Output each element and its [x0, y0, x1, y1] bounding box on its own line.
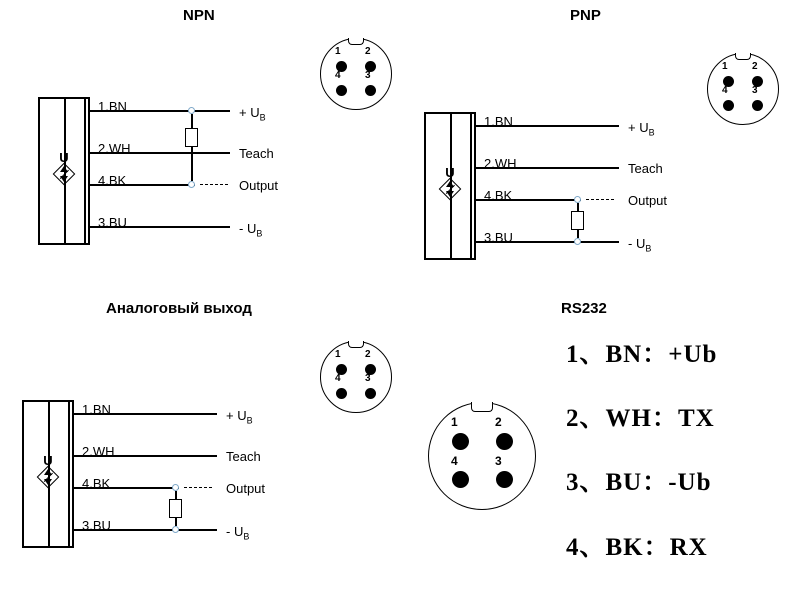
rs232-connector [428, 402, 536, 510]
pnp-pin-label-2: 2.WH [484, 156, 517, 171]
rs232-connector-pinnum-1: 1 [451, 415, 458, 429]
pnp-connector-pin-4 [723, 100, 734, 111]
npn-pin-label-1: 1.BN [98, 99, 127, 114]
analog-signal-label-3: - $U_B$ [226, 524, 250, 542]
pnp-connector-pinnum-4: 4 [722, 85, 728, 96]
npn-connector-pinnum-3: 3 [365, 70, 371, 81]
npn-pin-label-3: 3.BU [98, 215, 127, 230]
npn-signal-label-1: + $U_B$ [239, 105, 266, 123]
pnp-wire-4-dashed [586, 199, 614, 200]
rs232-legend-line-1: 1、BN：+Ub [566, 341, 718, 368]
pnp-pin-label-1: 1.BN [484, 114, 513, 129]
rs232-connector-pinnum-4: 4 [451, 454, 458, 468]
pnp-node-bottom [574, 238, 581, 245]
npn-pin-label-4: 4.BK [98, 173, 127, 188]
pnp-node-top [574, 196, 581, 203]
npn-node-top [188, 107, 195, 114]
analog-connector [320, 341, 392, 413]
pnp-resistor [571, 211, 584, 230]
pnp-connector-pin-3 [752, 100, 763, 111]
npn-pin-label-2: 2.WH [98, 141, 131, 156]
rs232-connector-notch-icon [471, 402, 493, 412]
rs232-legend-line-4: 4、BK：RX [566, 534, 708, 561]
rs232-legend-line-2: 2、WH：TX [566, 405, 715, 432]
analog-resistor [169, 499, 182, 518]
analog-connector-pinnum-3: 3 [365, 373, 371, 384]
analog-node-bottom [172, 526, 179, 533]
npn-branch-top [191, 114, 193, 128]
pnp-arrow-up-icon [446, 181, 454, 187]
pnp-connector-pinnum-2: 2 [752, 61, 758, 72]
analog-pin-label-3: 3.BU [82, 518, 111, 533]
npn-connector-pinnum-4: 4 [335, 70, 341, 81]
npn-signal-label-2: Teach [239, 146, 274, 161]
analog-pin-label-1: 1.BN [82, 402, 111, 417]
rs232-legend-line-3: 3、BU：-Ub [566, 469, 712, 496]
analog-connector-pin-3 [365, 388, 376, 399]
analog-signal-label-1: + $U_B$ [226, 408, 253, 426]
npn-node-bottom [188, 181, 195, 188]
analog-branch-bottom [175, 518, 177, 526]
rs232-connector-pin-1 [452, 433, 469, 450]
analog-pin-label-2: 2.WH [82, 444, 115, 459]
npn-signal-label-3: - $U_B$ [239, 221, 263, 239]
analog-connector-pinnum-1: 1 [335, 349, 341, 360]
pnp-signal-label-2: Teach [628, 161, 663, 176]
npn-connector-pin-4 [336, 85, 347, 96]
rs232-connector-pinnum-2: 2 [495, 415, 502, 429]
pnp-connector-notch-icon [735, 53, 751, 60]
analog-connector-pinnum-4: 4 [335, 373, 341, 384]
npn-title: NPN [183, 7, 215, 24]
analog-connector-notch-icon [348, 341, 364, 348]
npn-connector-notch-icon [348, 38, 364, 45]
analog-pin-label-4: 4.BK [82, 476, 111, 491]
pnp-branch-top [577, 203, 579, 211]
pnp-arrow-down-icon [446, 191, 454, 197]
pnp-signal-label-3: - $U_B$ [628, 236, 652, 254]
analog-sensor-u-label: U [43, 453, 53, 468]
pnp-connector-pinnum-3: 3 [752, 85, 758, 96]
pnp-connector-pinnum-1: 1 [722, 61, 728, 72]
npn-sensor-u-label: U [59, 150, 69, 165]
pnp-pin-label-3: 3.BU [484, 230, 513, 245]
analog-signal-label-2: Teach [226, 449, 261, 464]
pnp-title: PNP [570, 7, 601, 24]
npn-resistor [185, 128, 198, 147]
analog-wire-4-dashed [184, 487, 212, 488]
analog-connector-pin-4 [336, 388, 347, 399]
analog-branch-top [175, 491, 177, 499]
analog-arrow-down-icon [44, 479, 52, 485]
npn-wire-4-dashed [200, 184, 228, 185]
npn-arrow-down-icon [60, 176, 68, 182]
npn-connector-pinnum-1: 1 [335, 46, 341, 57]
npn-branch-bottom [191, 147, 193, 181]
analog-arrow-up-icon [44, 469, 52, 475]
analog-title: Аналоговый выход [106, 300, 252, 317]
pnp-pin-label-4: 4.BK [484, 188, 513, 203]
npn-signal-label-4: Output [239, 178, 279, 193]
npn-connector [320, 38, 392, 110]
pnp-sensor-u-label: U [445, 165, 455, 180]
npn-connector-pin-3 [365, 85, 376, 96]
rs232-connector-pinnum-3: 3 [495, 454, 502, 468]
npn-arrow-up-icon [60, 166, 68, 172]
rs232-title: RS232 [561, 300, 607, 317]
rs232-connector-pin-4 [452, 471, 469, 488]
npn-connector-pinnum-2: 2 [365, 46, 371, 57]
pnp-signal-label-1: + $U_B$ [628, 120, 655, 138]
pnp-connector [707, 53, 779, 125]
rs232-connector-pin-2 [496, 433, 513, 450]
rs232-connector-pin-3 [496, 471, 513, 488]
pnp-signal-label-4: Output [628, 193, 668, 208]
pnp-branch-bottom [577, 230, 579, 238]
analog-node-top [172, 484, 179, 491]
analog-signal-label-4: Output [226, 481, 266, 496]
analog-connector-pinnum-2: 2 [365, 349, 371, 360]
